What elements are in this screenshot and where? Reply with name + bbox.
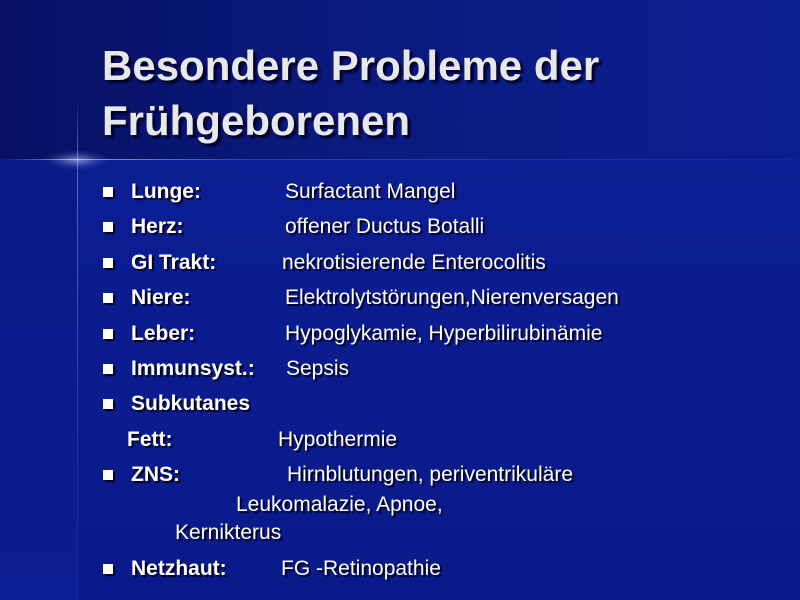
slide-title xyxy=(102,38,762,148)
item-label: GI Trakt: xyxy=(131,251,217,274)
square-bullet-icon xyxy=(103,258,113,268)
square-bullet-icon xyxy=(103,293,113,303)
slide-title-line-1: Besondere Probleme der xyxy=(102,42,600,89)
item-value-continuation: Kernikterus xyxy=(175,521,282,544)
square-bullet-icon xyxy=(103,364,113,374)
item-label: Immunsyst.: xyxy=(131,357,255,380)
decor-horizontal-line xyxy=(0,159,800,160)
item-label: Niere: xyxy=(131,286,191,309)
left-decor-panel xyxy=(0,160,78,600)
item-label: Lunge: xyxy=(131,180,201,203)
item-value: Surfactant Mangel xyxy=(285,180,456,203)
item-value: Sepsis xyxy=(286,357,350,380)
item-value: Hypothermie xyxy=(278,428,398,451)
decor-glow xyxy=(44,150,110,170)
item-value: nekrotisierende Enterocolitis xyxy=(282,251,546,274)
square-bullet-icon xyxy=(103,564,113,574)
square-bullet-icon xyxy=(103,329,113,339)
square-bullet-icon xyxy=(103,187,113,197)
item-value: FG -Retinopathie xyxy=(281,557,441,580)
decor-vertical-line xyxy=(77,96,78,600)
item-value: Hypoglykamie, Hyperbilirubinämie xyxy=(285,322,603,345)
item-value: Elektrolytstörungen,Nierenversagen xyxy=(285,286,619,309)
square-bullet-icon xyxy=(103,470,113,480)
slide-title-line-2: Frühgeborenen xyxy=(102,97,411,144)
item-label-continuation: Fett: xyxy=(127,428,173,451)
item-value-continuation: Leukomalazie, Apnoe, xyxy=(236,493,443,516)
square-bullet-icon xyxy=(103,222,113,232)
square-bullet-icon xyxy=(103,399,113,409)
item-label: Netzhaut: xyxy=(131,557,227,580)
item-label: Leber: xyxy=(131,322,196,345)
item-label: Herz: xyxy=(131,215,184,238)
item-value: offener Ductus Botalli xyxy=(285,215,485,238)
item-label: Subkutanes xyxy=(131,392,251,415)
item-label: ZNS: xyxy=(131,463,180,486)
item-value: Hirnblutungen, periventrikuläre xyxy=(287,463,573,486)
